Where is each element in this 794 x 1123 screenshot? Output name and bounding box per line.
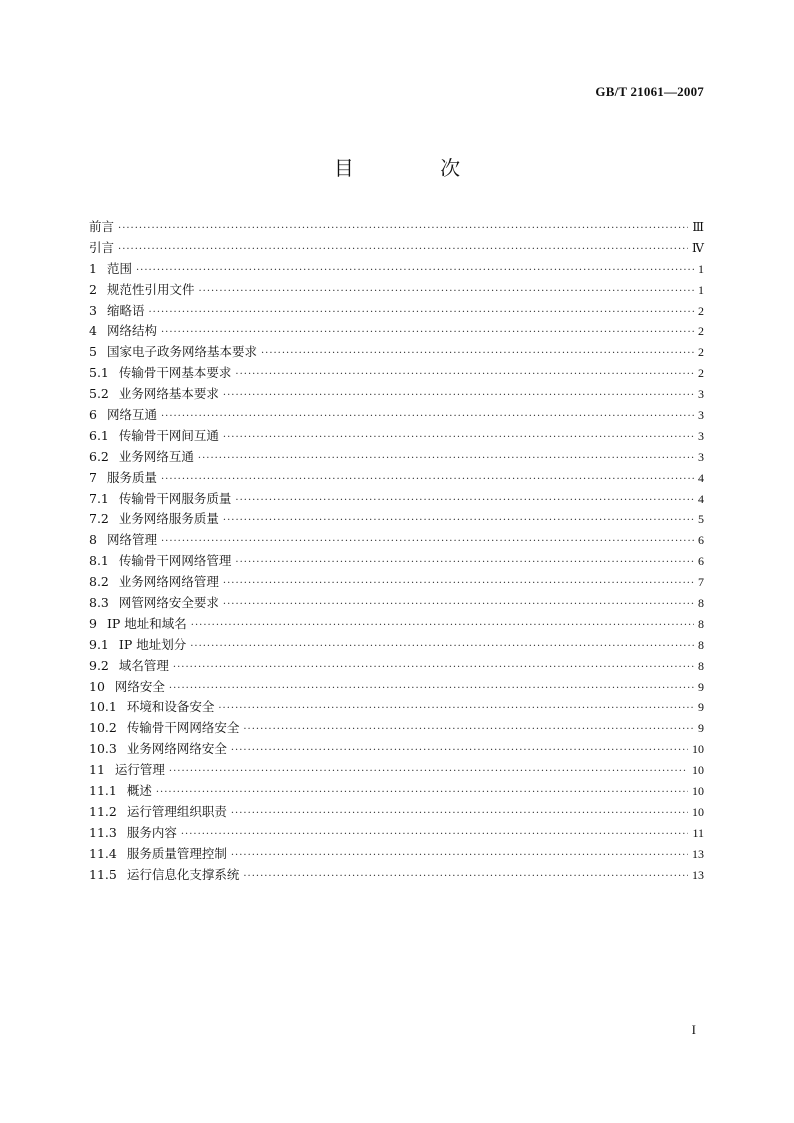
toc-entry-number: 3 [89,302,97,318]
toc-entry-text: 引言 [89,239,115,255]
toc-entry[interactable] [89,844,704,865]
toc-entry-text: 传输骨干网基本要求 [118,365,232,381]
toc-entry-text: 传输骨干网间互通 [118,427,219,443]
toc-entry-text: 网络结构 [106,323,157,339]
toc-entry-number: 6 [89,407,97,423]
toc-entry-label [89,238,114,259]
toc-entry-label [89,342,257,363]
toc-entry-number: 11.5 [89,866,117,882]
toc-entry-label [89,781,152,802]
toc-entry-page: 2 [698,345,704,360]
toc-entry-label [89,697,214,718]
toc-entry-number: 11.4 [89,845,117,861]
toc-entry-number: 8.2 [89,574,109,590]
toc-leader-dots [243,720,694,741]
toc-entry-text: 国家电子政务网络基本要求 [106,344,257,360]
toc-entry-label [89,363,231,384]
toc-entry-page: 3 [698,408,704,423]
toc-entry-label [89,259,132,280]
toc-leader-dots [136,261,694,282]
toc-leader-dots [231,846,688,867]
toc-entry-number: 10 [89,678,105,694]
toc-entry[interactable] [89,677,704,698]
toc-entry-page: 2 [698,303,704,318]
toc-entry-number: 5.1 [89,365,109,381]
toc-entry-text: 运行管理组织职责 [126,803,227,819]
toc-entry-label [89,301,144,322]
toc-entry-number: 11.2 [89,803,117,819]
toc-entry-page: 9 [698,700,704,715]
toc-entry-label [89,823,177,844]
toc-entry-number: 7.2 [89,511,109,527]
toc-entry-page: 8 [698,658,704,673]
toc-entry-number: 4 [89,323,97,339]
toc-leader-dots [218,699,694,720]
toc-entry-label [89,572,219,593]
toc-leader-dots [243,867,688,888]
toc-entry-text: 网络安全 [114,678,165,694]
toc-entry-label [89,468,157,489]
toc-entry-text: 环境和设备安全 [126,699,215,715]
toc-entry-number: 5 [89,344,97,360]
toc-entry-text: 概述 [126,783,152,799]
toc-entry-page: 9 [698,679,704,694]
toc-entry-text: 服务质量管理控制 [126,845,227,861]
toc-leader-dots [223,428,694,449]
toc-entry-number: 7.1 [89,490,109,506]
toc-entry[interactable] [89,865,704,886]
toc-entry-label [89,760,165,781]
toc-entry-number: 8 [89,532,97,548]
page-number: I [691,1022,696,1037]
toc-entry-page: 2 [698,324,704,339]
toc-entry[interactable] [89,572,704,593]
toc-leader-dots [223,386,694,407]
toc-entry-number: 11.3 [89,824,117,840]
toc-entry-label [89,844,227,865]
toc-leader-dots [191,616,694,637]
toc-leader-dots [223,574,694,595]
toc-entry[interactable] [89,823,704,844]
toc-entry[interactable] [89,551,704,572]
toc-entry-page: 1 [698,261,704,276]
toc-entry-label [89,635,186,656]
toc-entry-label [89,530,157,551]
toc-entry-page: 4 [698,491,704,506]
toc-entry-label [89,677,165,698]
toc-entry-text: 前言 [89,219,115,234]
toc-entry-label [89,217,114,238]
table-of-contents [89,217,704,886]
toc-entry-label [89,489,231,510]
toc-entry[interactable] [89,342,704,363]
toc-entry-page: 3 [698,387,704,402]
toc-entry-page: 5 [698,512,704,527]
toc-entry[interactable] [89,280,704,301]
toc-entry[interactable] [89,363,704,384]
toc-entry-number: 10.3 [89,741,117,757]
toc-entry[interactable] [89,405,704,426]
toc-leader-dots [235,553,694,574]
toc-entry-text: 运行管理 [114,762,165,778]
toc-entry[interactable] [89,635,704,656]
standard-code: GB/T 21061—2007 [595,84,704,99]
toc-entry[interactable] [89,489,704,510]
toc-entry[interactable] [89,739,704,760]
toc-entry-text: 业务网络服务质量 [118,511,219,527]
toc-entry-page: 6 [698,533,704,548]
toc-entry-page: 1 [698,282,704,297]
toc-entry-label [89,321,157,342]
toc-entry[interactable] [89,447,704,468]
toc-entry-page: 8 [698,637,704,652]
toc-entry-text: 业务网络基本要求 [118,386,219,402]
toc-leader-dots [118,240,688,261]
toc-entry[interactable] [89,384,704,405]
toc-entry-page: Ⅳ [692,240,704,255]
toc-entry-text: 域名管理 [118,657,169,673]
toc-entry-page: 8 [698,616,704,631]
toc-entry-text: 网络管理 [106,532,157,548]
toc-leader-dots [231,804,688,825]
toc-leader-dots [181,825,689,846]
toc-entry-text: 传输骨干网服务质量 [118,490,232,506]
toc-entry-text: 网络互通 [106,407,157,423]
toc-entry[interactable] [89,593,704,614]
toc-leader-dots [169,679,694,700]
toc-leader-dots [235,365,694,386]
toc-entry-page: 2 [698,366,704,381]
toc-entry-page: 10 [692,742,704,757]
toc-entry-number: 6.1 [89,427,109,443]
toc-entry-page: 8 [698,596,704,611]
toc-entry-label [89,614,187,635]
toc-entry-label [89,405,157,426]
toc-entry[interactable] [89,781,704,802]
toc-entry-label [89,718,239,739]
toc-entry-number: 9.1 [89,636,109,652]
toc-entry-number: 7 [89,469,97,485]
toc-entry-text: 业务网络网络管理 [118,574,219,590]
toc-entry[interactable] [89,468,704,489]
toc-entry-number: 10.1 [89,699,117,715]
toc-entry-number: 11 [89,762,105,778]
toc-entry-page: Ⅲ [692,220,704,234]
toc-entry-page: 10 [692,784,704,799]
toc-leader-dots [173,658,694,679]
toc-leader-dots [156,783,688,804]
toc-leader-dots [261,344,694,365]
toc-entry-text: 业务网络网络安全 [126,741,227,757]
toc-leader-dots [223,511,694,532]
toc-leader-dots [235,491,694,512]
toc-entry-number: 9 [89,615,97,631]
toc-entry[interactable] [89,760,704,781]
toc-entry-label [89,551,231,572]
toc-entry-page: 11 [692,825,704,840]
toc-entry-label [89,865,239,886]
toc-entry-number: 6.2 [89,448,109,464]
toc-entry-text: 运行信息化支撑系统 [126,866,240,882]
toc-entry-text: 服务质量 [106,469,157,485]
toc-entry-page: 6 [698,554,704,569]
toc-entry[interactable] [89,217,704,238]
toc-entry-number: 5.2 [89,386,109,402]
toc-entry[interactable] [89,802,704,823]
toc-entry[interactable] [89,614,704,635]
toc-entry-label [89,447,194,468]
toc-entry-number: 11.1 [89,783,117,799]
toc-entry[interactable] [89,238,704,259]
toc-entry[interactable] [89,259,704,280]
toc-entry-label [89,384,219,405]
toc-entry-page: 10 [692,763,704,778]
toc-entry-page: 4 [698,470,704,485]
toc-leader-dots [223,595,694,616]
toc-leader-dots [148,303,694,324]
toc-entry[interactable] [89,718,704,739]
toc-entry-page: 3 [698,428,704,443]
toc-entry-number: 1 [89,260,97,276]
toc-entry-text: IP 地址划分 [118,636,187,652]
page-title: 目 次 [333,156,501,180]
toc-entry-text: 服务内容 [126,824,177,840]
toc-leader-dots [198,282,694,303]
toc-entry-page: 9 [698,721,704,736]
toc-entry-page: 7 [698,575,704,590]
toc-entry-label [89,593,219,614]
toc-entry-text: IP 地址和域名 [106,615,187,631]
toc-entry-text: 规范性引用文件 [106,281,195,297]
toc-entry-label [89,656,169,677]
toc-leader-dots [161,323,694,344]
toc-entry[interactable] [89,656,704,677]
toc-entry[interactable] [89,426,704,447]
toc-entry-number: 10.2 [89,720,117,736]
toc-entry-number: 9.2 [89,657,109,673]
toc-entry-text: 网管网络安全要求 [118,595,219,611]
toc-entry[interactable] [89,530,704,551]
toc-entry-label [89,802,227,823]
toc-entry-label [89,739,227,760]
toc-entry-text: 范围 [106,260,132,276]
toc-entry-number: 2 [89,281,97,297]
toc-leader-dots [161,470,694,491]
toc-entry-label [89,509,219,530]
toc-entry-text: 业务网络互通 [118,448,194,464]
toc-entry-page: 13 [692,846,704,861]
toc-entry-text: 缩略语 [106,302,145,318]
toc-entry-text: 传输骨干网网络管理 [118,553,232,569]
toc-leader-dots [169,762,688,783]
toc-entry[interactable] [89,697,704,718]
toc-entry-text: 传输骨干网网络安全 [126,720,240,736]
toc-entry[interactable] [89,301,704,322]
toc-entry-number: 8.3 [89,595,109,611]
toc-leader-dots [161,407,694,428]
toc-entry-page: 3 [698,449,704,464]
toc-entry[interactable] [89,509,704,530]
toc-entry-label [89,426,219,447]
toc-leader-dots [190,637,694,658]
toc-entry-label [89,280,194,301]
toc-entry-number: 8.1 [89,553,109,569]
toc-leader-dots [198,449,694,470]
toc-entry[interactable] [89,321,704,342]
toc-leader-dots [231,741,688,762]
toc-leader-dots [161,532,694,553]
toc-entry-page: 13 [692,867,704,882]
toc-entry-page: 10 [692,804,704,819]
toc-leader-dots [118,219,688,240]
